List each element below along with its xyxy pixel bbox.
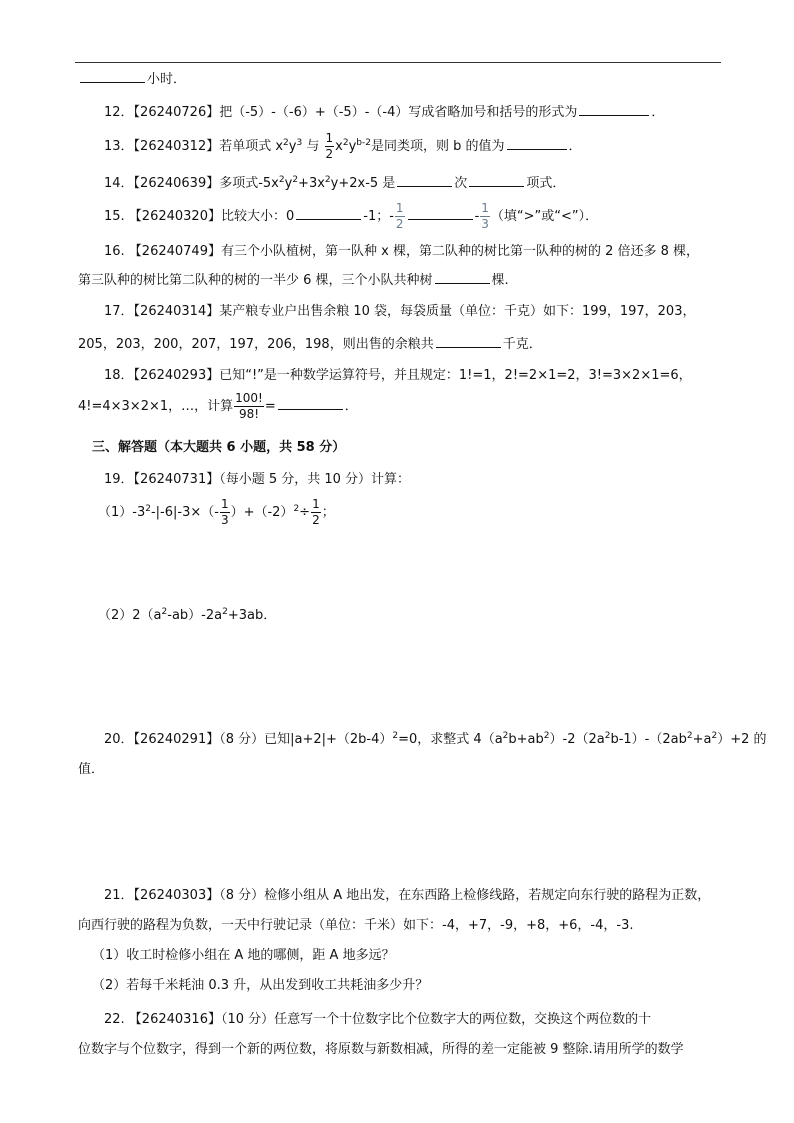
question-22-line1: 22. 【26240316】（10 分）任意写一个十位数字比个位数字大的两位数，交换这个两位数的十 bbox=[104, 1012, 652, 1027]
question-label: 21．【26240303】 bbox=[104, 888, 220, 903]
question-label: 13．【26240312】 bbox=[104, 139, 220, 154]
answer-blank[interactable] bbox=[408, 205, 473, 220]
answer-blank[interactable] bbox=[80, 68, 145, 83]
question-19-part1: $(1)-3^2-|-6|-3\times(-$ $\frac{1}{3}$ ）$+(-2)^2\div$ $\frac{1}{2}$ ； bbox=[98, 497, 335, 527]
question-label: 19．【26240731】 bbox=[104, 472, 220, 487]
question-21-line2: 向西行驶的路程为负数，一天中行驶记录（单位：千米）如下：-4，+7，-9，+8，+6，-4，-3. bbox=[78, 918, 634, 933]
question-21-line1: 21．【26240303】（8 分）检修小组从 A 地出发，在东西路上检修线路，若规定向东行驶的路程为正数， bbox=[104, 888, 711, 903]
question-17-line1: 17．【26240314】某产粮专业户出售余粮 10 袋，每袋质量（单位：千克）如下：199，197，203， bbox=[104, 304, 696, 319]
question-21-sub2: （2）若每千米耗油 0.3 升，从出发到收工共耗油多少升？ bbox=[92, 978, 429, 993]
question-20-line2: 值． bbox=[78, 762, 105, 777]
fraction: $\frac{1}{2}$ bbox=[395, 201, 404, 231]
question-21-sub1: （1）收工时检修小组在 A 地的哪侧，距 A 地多远？ bbox=[92, 948, 395, 963]
answer-blank[interactable] bbox=[397, 172, 452, 187]
fraction: $\frac{1}{2}$ bbox=[312, 497, 320, 527]
question-15: 15. 【26240320】比较大小：0 -1；- $\frac{1}{2}$ - $\frac{1}{3}$ （填“>”或“<”）． bbox=[104, 201, 599, 231]
question-label: 16. 【26240749】 bbox=[104, 244, 221, 259]
answer-blank[interactable] bbox=[507, 135, 567, 150]
answer-blank[interactable] bbox=[296, 205, 361, 220]
answer-blank[interactable] bbox=[579, 101, 649, 116]
question-19: 19．【26240731】（每小题 5 分，共 10 分）计算： bbox=[104, 472, 411, 487]
question-22-line2: 位数字与个位数字，得到一个新的两位数，将原数与新数相减，所得的差一定能被 9 整除.请用所学的数学 bbox=[78, 1042, 684, 1057]
question-label: 22. 【26240316】 bbox=[104, 1012, 221, 1027]
question-label: 17．【26240314】 bbox=[104, 304, 220, 319]
question-label: 15. 【26240320】 bbox=[104, 209, 221, 224]
question-17-line2: 205，203，200，207，197，206，198，则出售的余粮共 千克． bbox=[78, 333, 542, 355]
fraction: $\frac{100!}{98!}$ bbox=[235, 391, 263, 421]
answer-blank[interactable] bbox=[436, 333, 501, 348]
question-12: 12．【26240726】把（-5）-（-6）+（-5）-（-4）写成省略加号和括号的形式为 ． bbox=[104, 101, 664, 123]
question-13: 13．【26240312】若单项式 $x^2y^3$ 与 $\frac{1}{2}$ $x^2y^{b-2}$是同类项，则 b 的值为 ． bbox=[104, 131, 582, 161]
answer-blank[interactable] bbox=[278, 395, 343, 410]
question-text: 把（-5）-（-6）+（-5）-（-4）写成省略加号和括号的形式为 bbox=[219, 105, 578, 120]
header-rule bbox=[75, 62, 721, 63]
fraction: $\frac{1}{3}$ bbox=[481, 201, 489, 231]
question-label: 20．【26240291】 bbox=[104, 732, 220, 747]
question-18-line2: 4!=4×3×2×1，…，计算 $\frac{100!}{98!}$ = ． bbox=[78, 391, 358, 421]
question-label: 12．【26240726】 bbox=[104, 105, 220, 120]
question-16-line1: 16. 【26240749】有三个小队植树，第一队种 x 棵，第二队种的树比第一队种的树的 2 倍还多 8 棵， bbox=[104, 244, 700, 259]
answer-blank[interactable] bbox=[469, 172, 524, 187]
question-20-line1: 20．【26240291】（8 分）已知$|a+2|+(2b-4)^2=0$，求整式 $4(a^2b+ab^2)-2(2a^2b-1)-(2ab^2+a^2)+2$ 的 bbox=[104, 731, 767, 747]
question-label: 18．【26240293】 bbox=[104, 368, 220, 383]
fraction: $\frac{1}{2}$ bbox=[325, 131, 334, 161]
fraction: $\frac{1}{3}$ bbox=[220, 497, 229, 527]
question-label: 14．【26240639】 bbox=[104, 176, 220, 191]
question-19-part2: $(2)2(a^2-ab)-2a^2+3ab$． bbox=[98, 607, 277, 623]
question-14: 14．【26240639】多项式$-5x^2y^2+3x^2y+2x-5$ 是 次 项式． bbox=[104, 172, 565, 194]
question-18-line1: 18．【26240293】已知“!”是一种数学运算符号，并且规定：1!=1，2!=2×1=2，3!=3×2×1=6， bbox=[104, 368, 692, 383]
prev-question-tail: 小时． bbox=[78, 68, 186, 90]
answer-blank[interactable] bbox=[435, 269, 490, 284]
section-title: 三、解答题（本大题共 6 小题，共 58 分） bbox=[92, 440, 346, 455]
question-16-line2: 第三队种的树比第二队种的树的一半少 6 棵，三个小队共种树 棵. bbox=[78, 269, 509, 291]
